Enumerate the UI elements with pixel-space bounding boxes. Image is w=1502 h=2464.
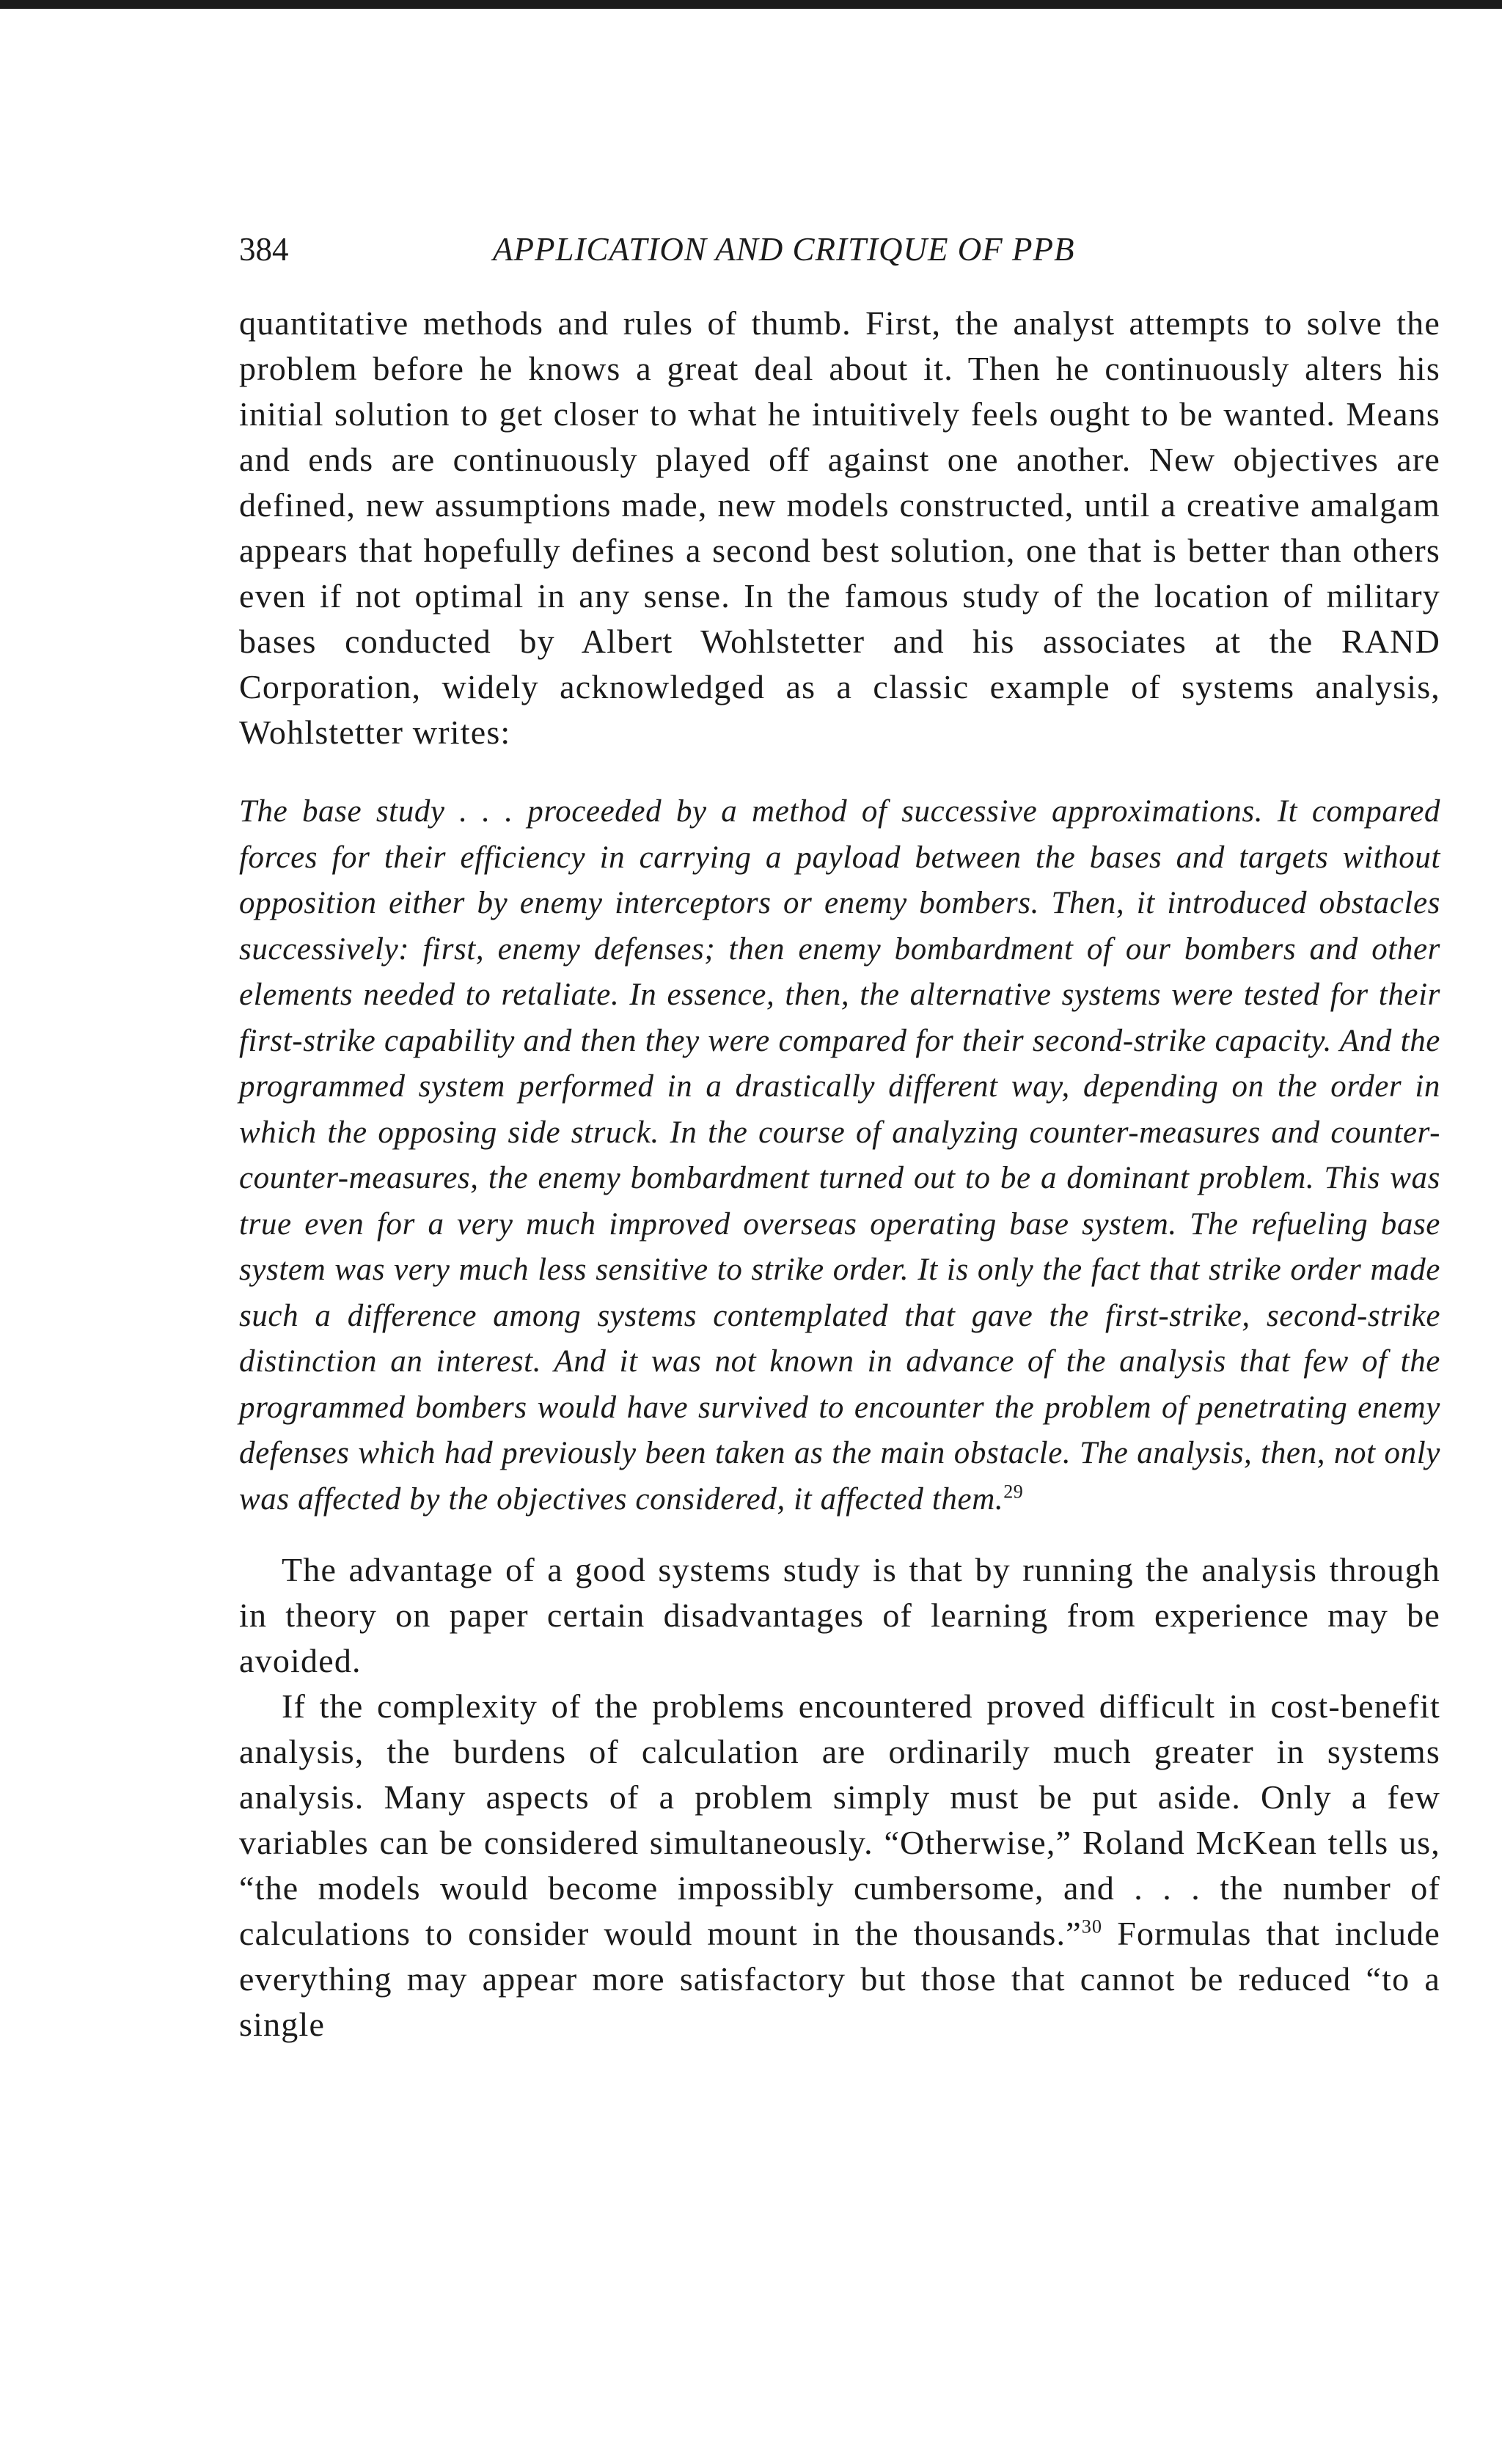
footnote-ref-30: 30 (1081, 1915, 1103, 1937)
page-number: 384 (239, 231, 289, 268)
paragraph-text-part-1: If the complexity of the problems encountered proved difficult in cost-benefit analysis, the burdens of calculation are ordinarily much greater in systems analysis. Many aspects of a problem simply must be put aside. Only a few variables can be considered simultaneously. “Otherwise,” Roland McKean tells us, “the models would become impossibly cumbersome, and . . . the number of calculations to consider would mount in the thousands.” (239, 1687, 1440, 1952)
footnote-ref-29: 29 (1003, 1481, 1024, 1503)
quote-text: The base study . . . proceeded by a method of successive approximations. It compared forces for their efficiency in carrying a payload between the bases and targets without opposition either by enemy interceptors or enemy bombers. Then, it introduced obstacles successively: first, enemy defenses; then enemy bombardment of our bombers and other elements needed to retaliate. In essence, then, the alternative systems were tested for their first-strike capability and then they were compared for their second-strike capacity. And the programmed system performed in a drastically different way, depending on the order in which the opposing side struck. In the course of analyzing counter-measures and counter-counter-measures, the enemy bombardment turned out to be a dominant problem. This was true even for a very much improved overseas operating base system. The refueling base system was very much less sensitive to strike order. It is only the fact that strike order made such a difference among systems contemplated that gave the first-strike, second-strike distinction an interest. And it was not known in advance of the analysis that few of the programmed bombers would have survived to encounter the problem of penetrating enemy defenses which had previously been taken as the main obstacle. The analysis, then, not only was affected by the objectives considered, it affected them. (239, 794, 1440, 1517)
book-page (239, 220, 1440, 2047)
paragraph-text-part-2: Formulas that include everything may appear more satisfactory but those that cannot be reduced “to a single (239, 1915, 1440, 2043)
block-quote (239, 789, 1440, 1522)
paragraph-complexity (239, 1684, 1440, 2047)
paragraph-systems-study: The advantage of a good systems study is that by running the analysis through in theory on paper certain disadvantages of learning from experience may be avoided. (239, 1551, 1440, 1679)
paragraph-continuation: quantitative methods and rules of thumb. First, the analyst attempts to solve the problem before he knows a great deal about it. Then he continuously alters his initial solution to get closer to what he intuitively feels ought to be wanted. Means and ends are continuously played off against one another. New objectives are defined, new assumptions made, new models constructed, until a creative amalgam appears that hopefully defines a second best solution, one that is better than others even if not optimal in any sense. In the famous study of the location of military bases conducted by Albert Wohlstetter and his associates at the RAND Corporation, widely acknowledged as a classic example of systems analysis, Wohlstetter writes: (239, 304, 1440, 751)
top-scan-border (0, 0, 1502, 9)
running-title: APPLICATION AND CRITIQUE OF PPB (493, 231, 1075, 268)
running-head (239, 220, 1440, 279)
